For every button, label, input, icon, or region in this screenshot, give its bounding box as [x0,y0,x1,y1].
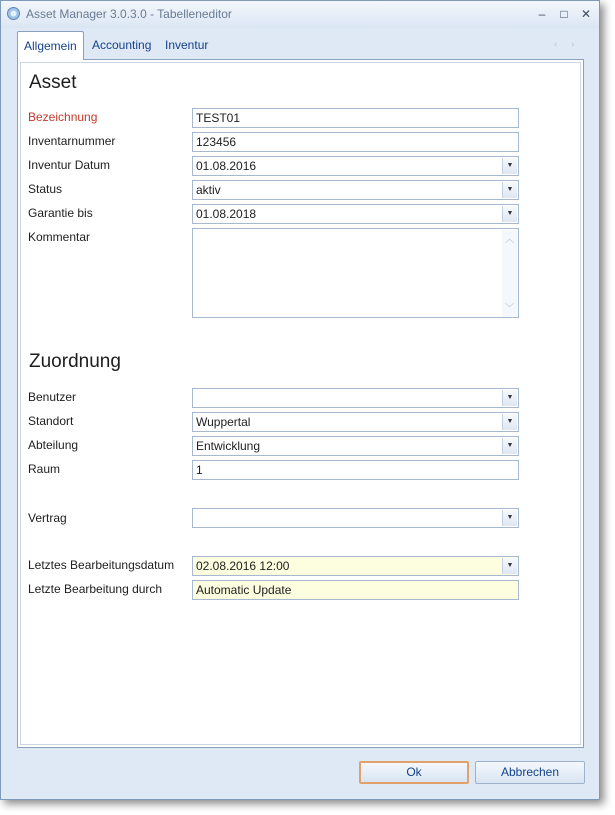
letztes-bearbeitungsdatum-combo[interactable] [192,556,519,576]
maximize-button[interactable]: □ [560,7,568,21]
chevron-down-icon[interactable]: ▼ [502,510,517,526]
vertrag-combo[interactable] [192,508,519,528]
label-standort: Standort [28,414,74,428]
label-letzte-bearbeitung-durch: Letzte Bearbeitung durch [28,582,163,596]
chevron-down-icon[interactable]: ▼ [502,558,517,574]
abteilung-combo[interactable] [192,436,519,456]
garantie-bis-combo[interactable] [192,204,519,224]
raum-input[interactable]: 1 [192,460,519,480]
chevron-down-icon[interactable]: ▼ [502,158,517,174]
section-title-zuordnung: Zuordnung [29,351,121,372]
label-bezeichnung: Bezeichnung [28,110,98,124]
tab-scroll-left-icon[interactable]: ‹ [554,39,558,50]
ok-button[interactable]: Ok [359,761,469,784]
label-inventarnummer: Inventarnummer [28,134,116,148]
title-bar[interactable] [1,1,599,28]
letztes-bearbeitungsdatum-value: 02.08.2016 12:00 [196,559,290,573]
kommentar-textarea[interactable] [192,228,519,318]
chevron-down-icon[interactable]: ▼ [502,206,517,222]
label-benutzer: Benutzer [28,390,77,404]
label-raum: Raum [28,462,61,476]
cancel-button[interactable]: Abbrechen [475,761,585,784]
label-vertrag: Vertrag [28,511,67,525]
benutzer-combo[interactable] [192,388,519,408]
tab-allgemein[interactable]: Allgemein [17,31,84,60]
label-garantie-bis: Garantie bis [28,206,93,220]
garantie-bis-value: 01.08.2018 [196,207,257,221]
label-kommentar: Kommentar [28,230,91,244]
tab-inventur[interactable]: Inventur [165,38,209,52]
abteilung-value: Entwicklung [196,439,261,453]
scroll-down-icon[interactable]: ﹀ [504,303,514,313]
kommentar-scrollbar[interactable] [502,230,517,316]
chevron-down-icon[interactable]: ▼ [502,438,517,454]
inventur-datum-value: 01.08.2016 [196,159,257,173]
close-button[interactable]: ✕ [580,7,592,21]
status-combo[interactable] [192,180,519,200]
label-status: Status [28,182,63,196]
inventur-datum-combo[interactable] [192,156,519,176]
standort-value: Wuppertal [196,415,251,429]
minimize-button[interactable]: – [538,7,546,21]
chevron-down-icon[interactable]: ▼ [502,182,517,198]
inventarnummer-input[interactable]: 123456 [192,132,519,152]
app-logo-icon [6,6,21,21]
section-title-asset: Asset [29,72,77,93]
tab-panel-allgemein [17,59,584,748]
window-title: Asset Manager 3.0.3.0 - Tabelleneditor [26,7,232,21]
tab-scroll-right-icon[interactable]: › [571,39,575,50]
chevron-down-icon[interactable]: ▼ [502,390,517,406]
label-inventur-datum: Inventur Datum [28,158,111,172]
standort-combo[interactable] [192,412,519,432]
scroll-up-icon[interactable]: ︿ [504,234,514,244]
bezeichnung-input[interactable]: TEST01 [192,108,519,128]
letzte-bearbeitung-durch-field: Automatic Update [192,580,519,600]
chevron-down-icon[interactable]: ▼ [502,414,517,430]
label-letztes-bearbeitungsdatum: Letztes Bearbeitungsdatum [28,558,175,572]
status-value: aktiv [196,183,221,197]
tab-accounting[interactable]: Accounting [92,38,152,52]
label-abteilung: Abteilung [28,438,79,452]
